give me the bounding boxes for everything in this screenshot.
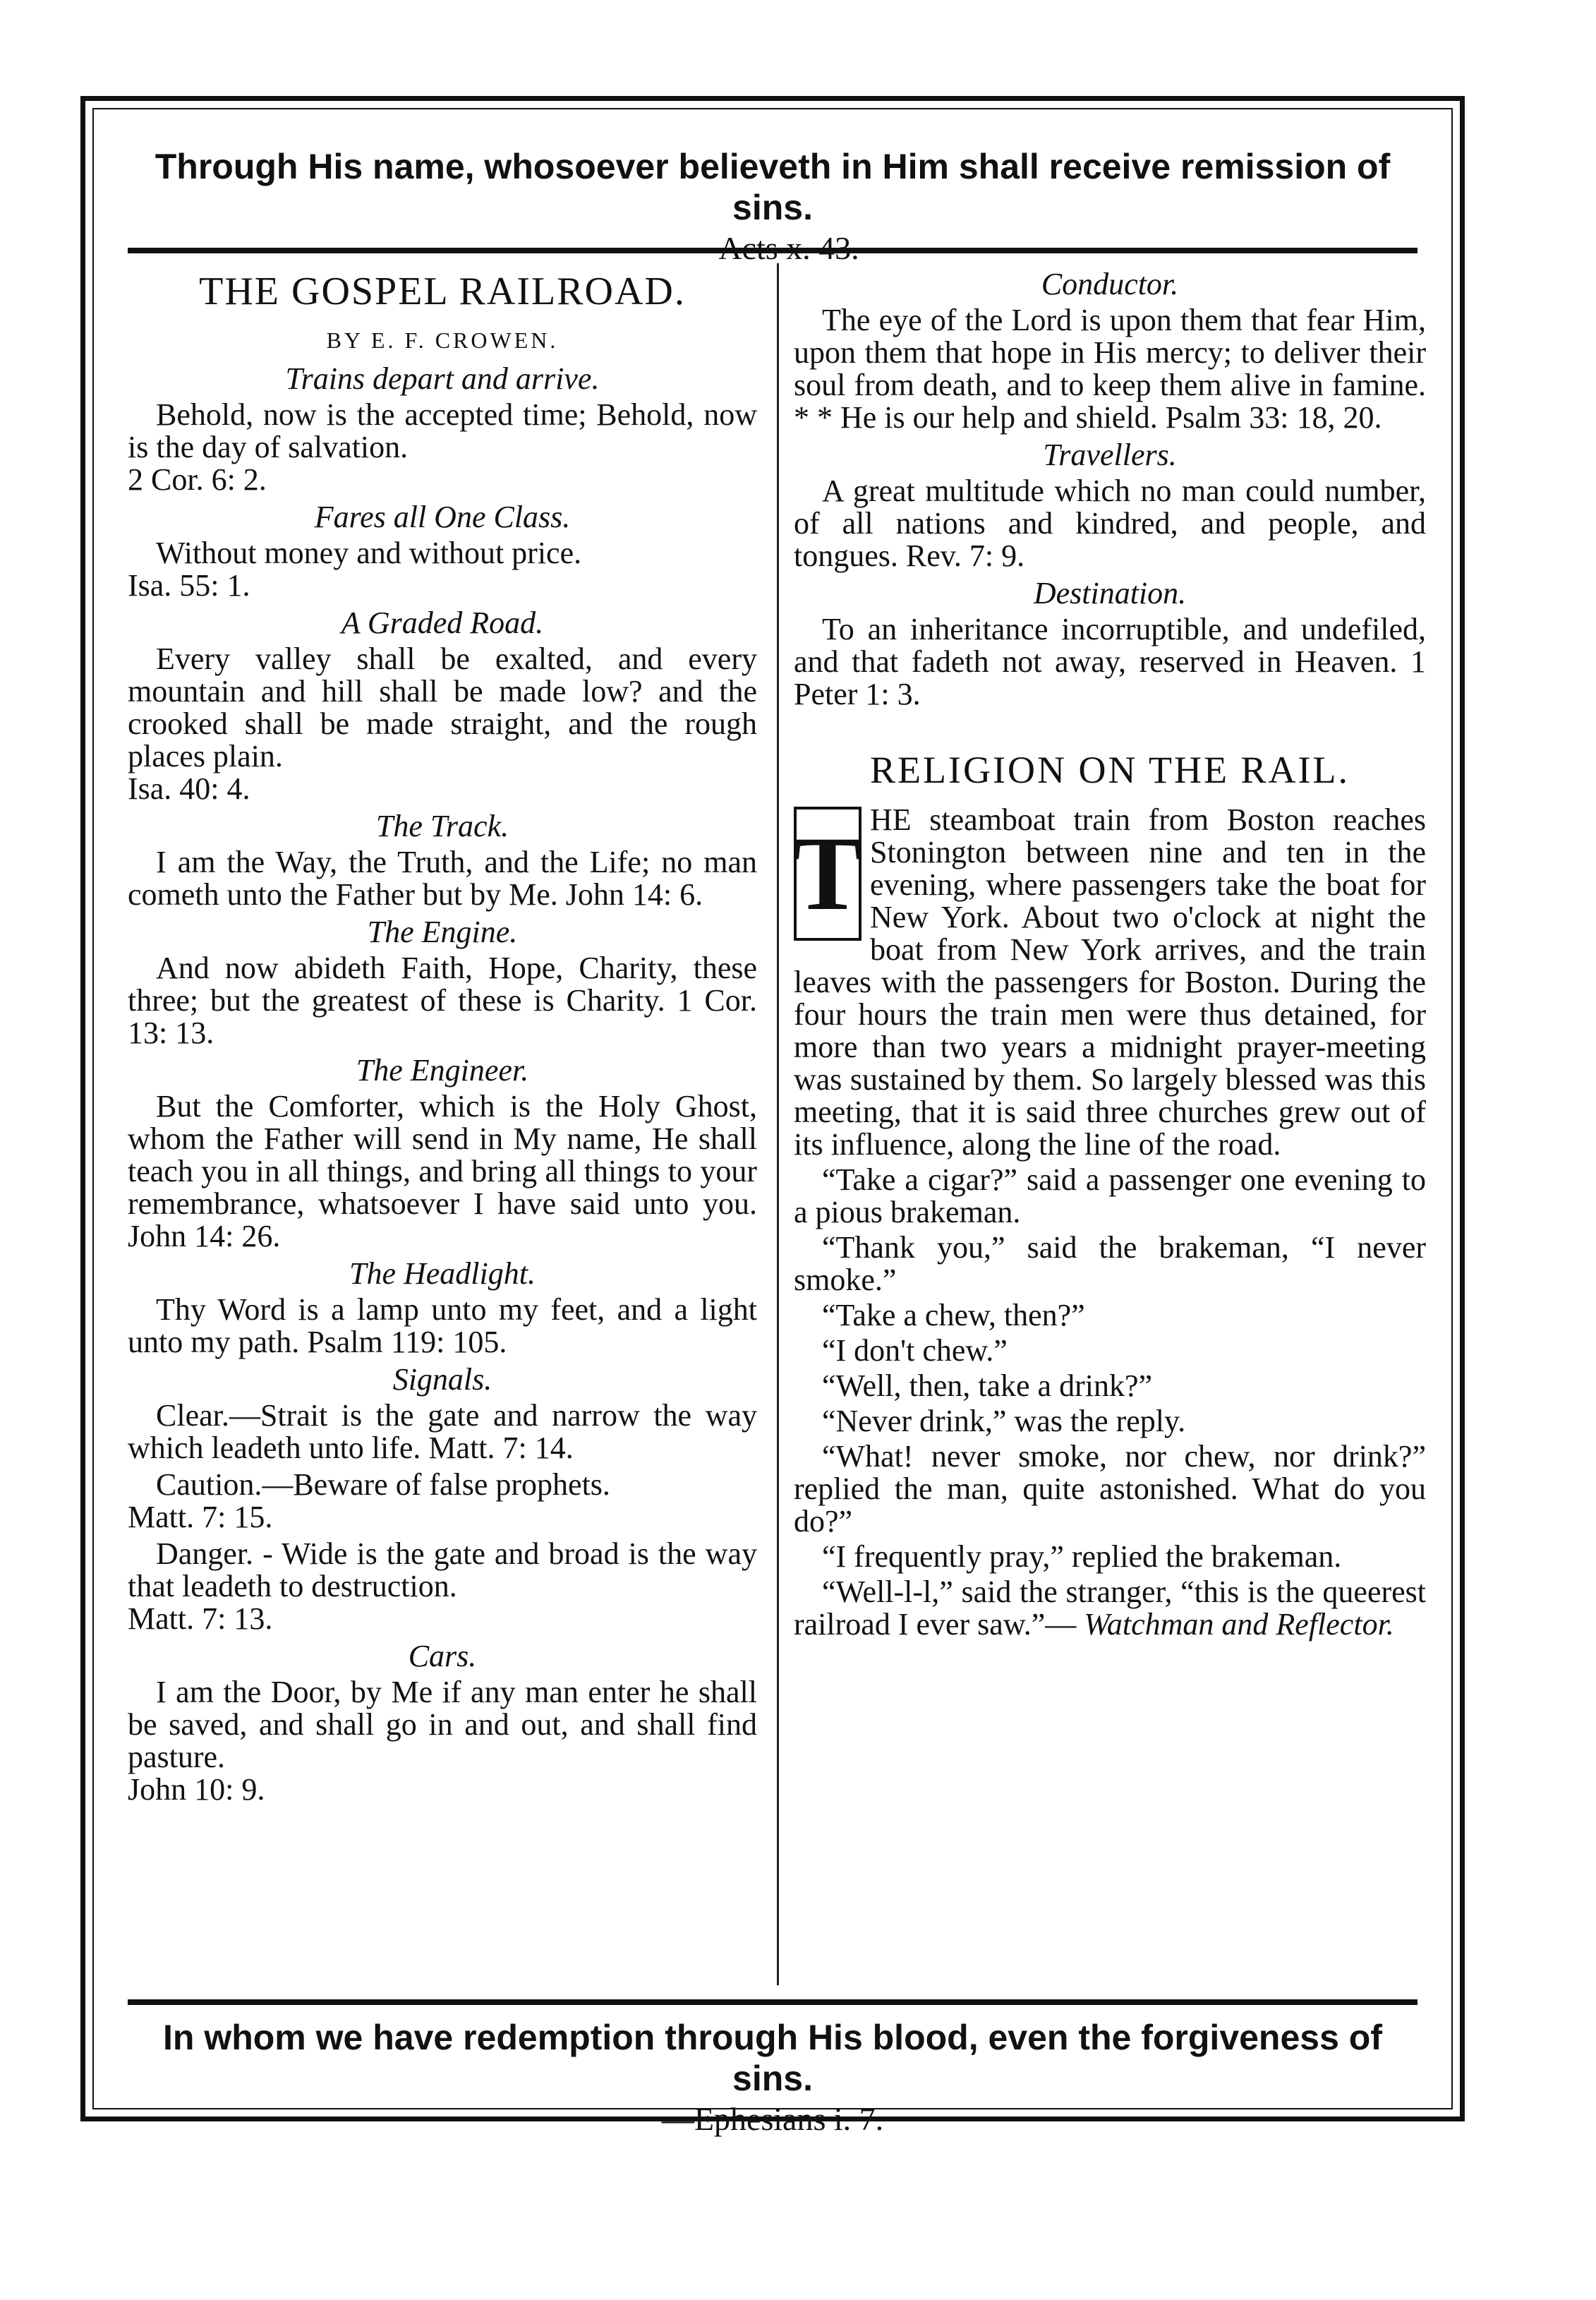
section-text: But the Comforter, which is the Holy Ghost, whom the Father will send in My name, He shall teach you in all things, and bring all things to your remembrance, whatsoever I have said unto you. John 14: 26. (128, 1089, 757, 1253)
section-text: A great multitude which no man could number, of all nations and kindred, and people, and tongues. Rev. 7: 9. (794, 474, 1426, 573)
scripture-ref: Matt. 7: 15. (128, 1500, 273, 1534)
dialogue-line: “Never drink,” was the reply. (822, 1404, 1186, 1438)
top-rule (128, 248, 1417, 253)
byline: BY E. F. CROWEN. (326, 327, 559, 353)
dialogue-line: “Well, then, take a drink?” (822, 1368, 1153, 1403)
section-text: Every valley shall be exalted, and every mountain and hill shall be made low? and the crooked shall be made straight, and the rough places plain. Isa. 40: 4. (128, 642, 757, 806)
section-heading: The Engine. (367, 915, 518, 949)
gospel-railroad-title: THE GOSPEL RAILROAD. (199, 270, 686, 313)
scripture-ref: 1 Peter 1: 3. (794, 644, 1426, 711)
dialogue-line: “I don't chew.” (822, 1333, 1008, 1368)
scripture-ref: John 10: 9. (128, 1772, 265, 1807)
dialogue-line: “I frequently pray,” replied the brakeman. (822, 1539, 1342, 1574)
scripture-ref: Rev. 7: 9. (905, 538, 1025, 573)
section-heading: Destination. (1033, 576, 1187, 610)
section-trains (128, 362, 757, 496)
section-heading: Conductor. (1041, 267, 1179, 301)
scripture-ref: 2 Cor. 6: 2. (128, 462, 267, 497)
top-banner-text: Through His name, whosoever believeth in Him shall receive remission of sins. (155, 147, 1391, 227)
signal-danger: Danger. - Wide is the gate and broad is the way that leadeth to destruction. Matt. 7: 13. (128, 1536, 757, 1636)
section-heading: The Engineer. (356, 1053, 529, 1088)
section-heading: Trains depart and arrive. (285, 361, 600, 396)
section-destination (794, 577, 1426, 711)
page-frame-inner (92, 108, 1453, 2137)
section-conductor (794, 267, 1426, 434)
section-fares (128, 500, 757, 602)
section-text: I am the Door, by Me if any man enter he shall be saved, and shall go in and out, and shall find pasture. John 10: 9. (128, 1675, 757, 1807)
bottom-banner (136, 2017, 1409, 2140)
story-body (794, 804, 1426, 1641)
section-signals (128, 1363, 757, 1635)
spacer (794, 715, 1426, 749)
signal-caution: Caution.—Beware of false prophets. Matt. 7: 15. (128, 1469, 757, 1534)
dialogue-line: “Well-l-l,” said the stranger, “this is the queerest railroad I ever saw.”— Watchman and Reflector. (794, 1575, 1426, 1642)
dialogue-line: “Thank you,” said the brakeman, “I never smoke.” (794, 1230, 1426, 1297)
section-track (128, 809, 757, 911)
section-engineer (128, 1054, 757, 1253)
bottom-rule (128, 1999, 1417, 2005)
scripture-ref: Psalm 119: 105. (307, 1325, 507, 1359)
bottom-banner-text: In whom we have redemption through His blood, even the forgiveness of sins. (163, 2018, 1382, 2098)
section-text: Without money and without price. Isa. 55: 1. (128, 537, 757, 602)
bottom-banner-ref: —Ephesians i. 7. (661, 2101, 884, 2137)
scripture-ref: 1 Cor. 13: 13. (128, 983, 758, 1050)
section-graded-road (128, 606, 757, 805)
section-heading: The Track. (375, 809, 509, 843)
right-column (794, 265, 1426, 1644)
section-text: Thy Word is a lamp unto my feet, and a light unto my path. Psalm 119: 105. (128, 1292, 757, 1359)
dialogue-line: “Take a chew, then?” (822, 1298, 1085, 1332)
section-cars (128, 1639, 757, 1806)
section-engine (128, 915, 757, 1049)
section-text: And now abideth Faith, Hope, Charity, these three; but the greatest of these is Charity. 1 Cor. 13: 13. (128, 951, 758, 1050)
scripture-ref: John 14: 26. (128, 1219, 281, 1253)
section-heading: Travellers. (1043, 438, 1177, 472)
section-heading: The Headlight. (349, 1256, 536, 1291)
section-heading: Cars. (408, 1639, 477, 1673)
section-heading: A Graded Road. (341, 606, 544, 640)
left-column (128, 265, 757, 1810)
page-frame (80, 96, 1465, 2137)
scripture-ref: John 14: 6. (565, 877, 703, 912)
section-heading: Fares all One Class. (314, 500, 571, 534)
section-text: I am the Way, the Truth, and the Life; no man cometh unto the Father but by Me. John 14: 6. (128, 845, 757, 912)
section-text: To an inheritance incorruptible, and undefiled, and that fadeth not away, reserved in Heaven. 1 Peter 1: 3. (794, 612, 1426, 711)
section-text: The eye of the Lord is upon them that fear Him, upon them that hope in His mercy; to deliver their soul from death, and to keep them alive in famine. * * He is our help and shield. Psalm 33: 18, 20. (794, 303, 1426, 435)
section-headlight (128, 1257, 757, 1359)
section-heading: Signals. (392, 1362, 492, 1397)
scripture-ref: Isa. 55: 1. (128, 568, 250, 603)
column-divider (777, 263, 779, 1985)
dialogue-line: “What! never smoke, nor chew, nor drink?” replied the man, quite astonished. What do you do?” (794, 1439, 1426, 1539)
scripture-ref: Isa. 40: 4. (128, 771, 250, 806)
scripture-ref: Matt. 7: 14. (428, 1431, 574, 1465)
dialogue-line: “Take a cigar?” said a passenger one evening to a pious brakeman. (794, 1162, 1426, 1229)
section-text: Behold, now is the accepted time; Behold, now is the day of salvation. 2 Cor. 6: 2. (128, 397, 757, 497)
scripture-ref: Psalm 33: 18, 20. (1165, 400, 1382, 435)
religion-on-rail-title: RELIGION ON THE RAIL. (870, 749, 1350, 791)
scripture-ref: Matt. 7: 13. (128, 1601, 273, 1636)
section-travellers (794, 438, 1426, 572)
drop-cap: T (794, 807, 862, 941)
signal-clear: Clear.—Strait is the gate and narrow the way which leadeth unto life. Matt. 7: 14. (128, 1398, 757, 1465)
story-lead: HE steamboat train from Boston reaches Stonington between nine and ten in the evening, where passengers take the boat for New York. About two o'clock at night the boat from New York arrives, and the train leaves with the passengers for Boston. During the four hours the train men were thus detained, for more than two years a midnight prayer-meeting was sustained by them. So largely blessed was this meeting, that it is said three churches grew out of its influence, along the line of the road. (794, 802, 1426, 1162)
story-source: Watchman and Reflector. (1084, 1607, 1394, 1642)
